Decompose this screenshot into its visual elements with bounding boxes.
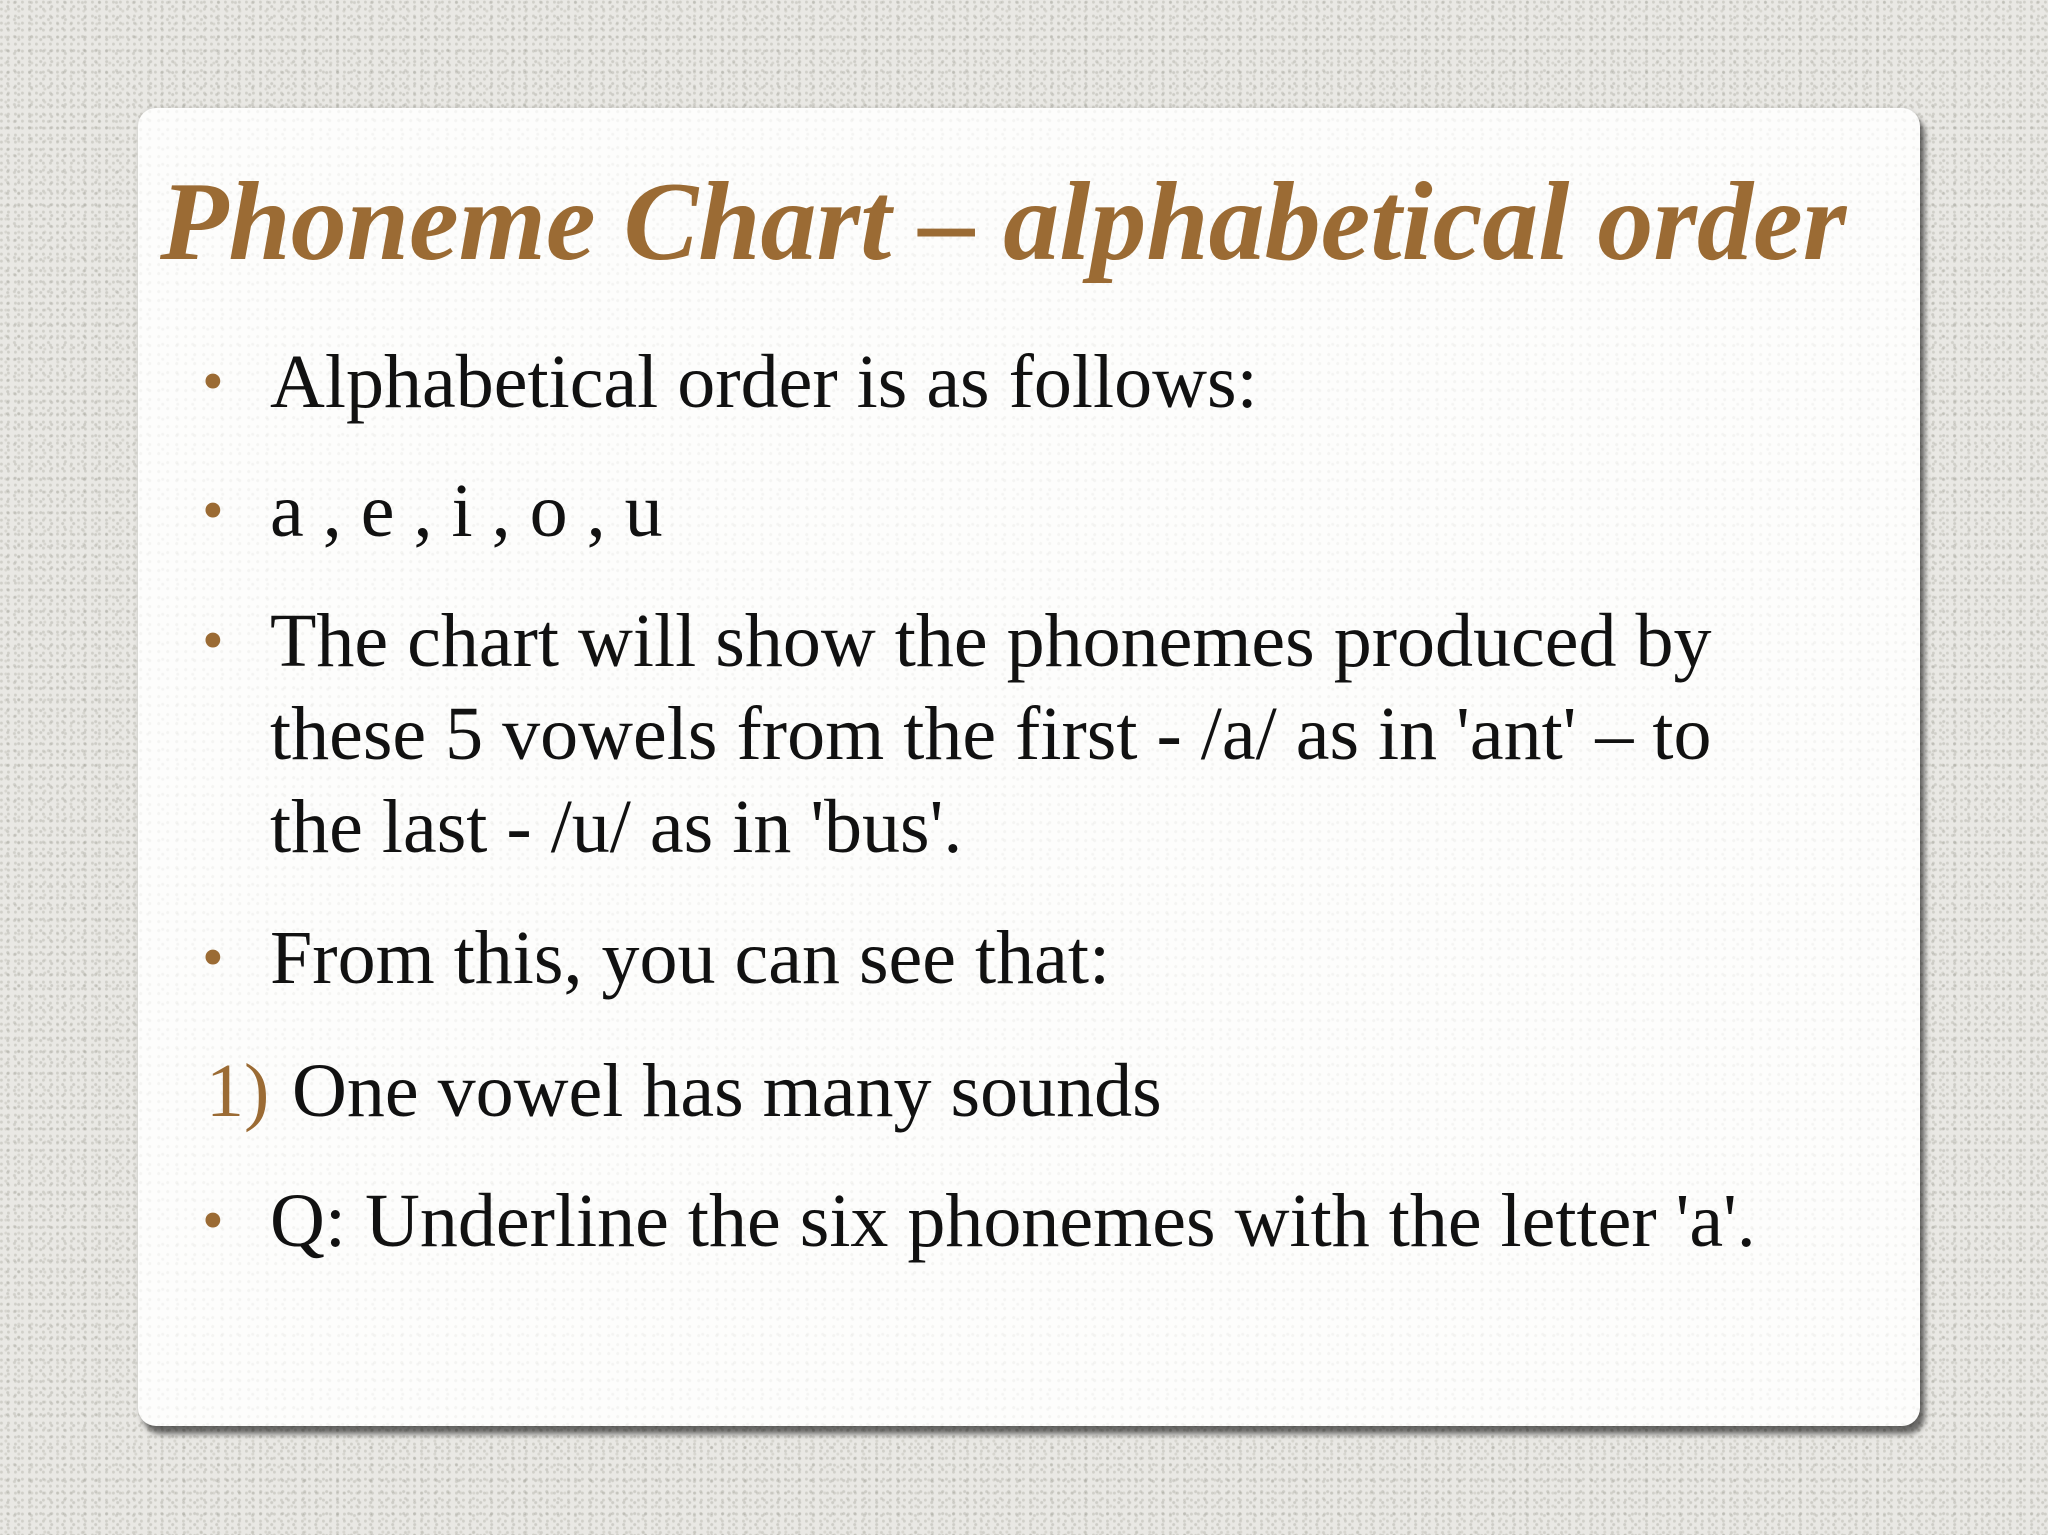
bullet-icon: •: [202, 1187, 224, 1255]
bullet-text: Alphabetical order is as follows:: [270, 340, 1258, 424]
bullet-text-line: the last - /u/ as in 'bus'.: [270, 785, 963, 869]
slide-card: [138, 108, 1920, 1426]
bullet-text: Q: Underline the six phonemes with the letter 'a'.: [270, 1179, 1756, 1263]
bullet-text: a , e , i , o , u: [270, 469, 663, 553]
bullet-text-line: The chart will show the phonemes produced by: [270, 599, 1712, 683]
bullet-icon: •: [202, 477, 224, 545]
bullet-icon: •: [202, 348, 224, 416]
bullet-icon: •: [202, 607, 224, 675]
bullet-text-line: these 5 vowels from the first - /a/ as in 'ant' – to: [270, 692, 1712, 776]
item-number: 1): [206, 1049, 270, 1133]
numbered-text: One vowel has many sounds: [292, 1049, 1162, 1133]
bullet-text: From this, you can see that:: [270, 916, 1111, 1000]
slide-title: Phoneme Chart – alphabetical order: [160, 160, 1847, 284]
bullet-icon: •: [202, 924, 224, 992]
